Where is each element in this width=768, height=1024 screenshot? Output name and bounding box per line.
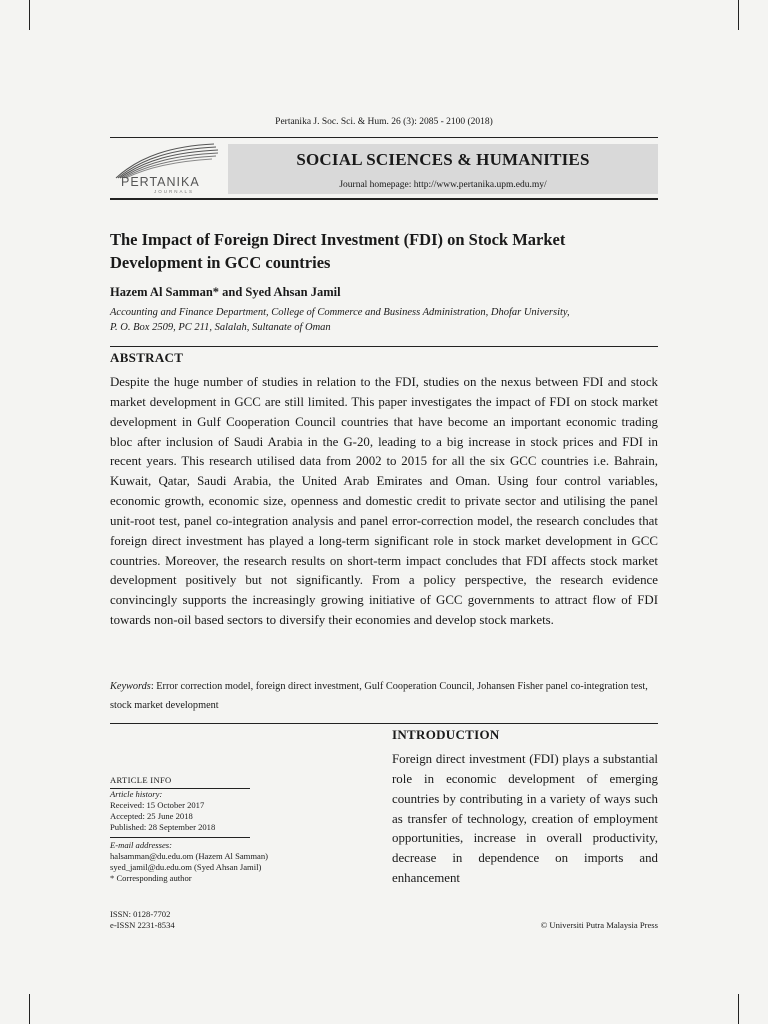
header-rule-bottom — [110, 198, 658, 200]
keywords-text: : Error correction model, foreign direct investment, Gulf Cooperation Council, Johansen Fisher panel co-integration test, stock market development — [110, 681, 648, 711]
header-rule-top — [110, 137, 658, 138]
abstract-heading: ABSTRACT — [110, 350, 184, 365]
keywords-label: Keywords — [110, 681, 151, 692]
paper-title-line: Development in GCC countries — [110, 253, 331, 272]
logo-name: PERTANIKA — [121, 175, 200, 189]
affiliation-line: P. O. Box 2509, PC 211, Salalah, Sultanate of Oman — [110, 322, 331, 333]
paper-title — [110, 228, 670, 274]
keywords — [110, 677, 670, 715]
crop-mark-top-left — [29, 0, 30, 30]
author-affiliation — [110, 305, 670, 335]
issn-block — [110, 909, 175, 930]
corresponding-author-note: * Corresponding author — [110, 873, 192, 883]
author-email[interactable]: halsamman@du.edu.om (Hazem Al Samman) — [110, 851, 269, 861]
abstract-rule — [110, 346, 658, 347]
paper-title-line: The Impact of Foreign Direct Investment (FDI) on Stock Market — [110, 230, 566, 249]
email-label: E-mail addresses: — [110, 840, 172, 850]
received-date: Received: 15 October 2017 — [110, 800, 205, 810]
crop-mark-top-right — [738, 0, 739, 30]
journal-homepage: Journal homepage: http://www.pertanika.upm.edu.my/ — [339, 180, 547, 190]
publisher-copyright: © Universiti Putra Malaysia Press — [540, 920, 658, 930]
journal-banner — [228, 144, 658, 194]
published-date: Published: 28 September 2018 — [110, 822, 216, 832]
issn: ISSN: 0128-7702 — [110, 909, 171, 919]
journal-section-title: SOCIAL SCIENCES & HUMANITIES — [296, 150, 590, 169]
pertanika-logo — [110, 142, 226, 196]
logo-subtitle: JOURNALS — [154, 189, 195, 194]
author-email[interactable]: syed_jamil@du.edu.om (Syed Ahsan Jamil) — [110, 862, 262, 872]
article-info-heading: ARTICLE INFO — [110, 775, 172, 785]
article-history-label: Article history: — [110, 789, 163, 799]
introduction-text: Foreign direct investment (FDI) plays a substantial role in economic development of emerging countries by contributing in a variety of ways such as transfer of technology, creation of employment opportunities, increase in overall productivity, decrease in dependence on imports and enhancement — [392, 752, 658, 886]
body-rule — [110, 723, 658, 724]
introduction-heading: INTRODUCTION — [392, 727, 500, 742]
journal-citation: Pertanika J. Soc. Sci. & Hum. 26 (3): 2085 - 2100 (2018) — [275, 117, 493, 127]
accepted-date: Accepted: 25 June 2018 — [110, 811, 193, 821]
crop-mark-bottom-left — [29, 994, 30, 1024]
abstract-text: Despite the huge number of studies in relation to the FDI, studies on the nexus between FDI and stock market development in GCC are still limited. This paper investigates the impact of FDI on stock market development in Gulf Cooperation Council countries that have become an important economic trading bloc after inclusion of Saudi Arabia in the G-20, leading to a big increase in stock prices and FDI in recent years. This research utilised data from 2002 to 2015 for all the six GCC countries i.e. Bahrain, Kuwait, Qatar, Saudi Arabia, the United Arab Emirates and Oman. Using four control variables, economic growth, economic size, openness and domestic credit to private sector and utilising the panel unit-root test, panel co-integration analysis and panel error-correction model, the research concludes that foreign direct investment has played a long-term significant role in stock market development in GCC countries. Moreover, the research results on short-term impact concludes that FDI affects stock market development positively but not significantly. From a policy perspective, the research evidence convincingly supports the increasingly growing initiative of GCC governments to attract flow of FDI towards non-oil based sectors to diversify their economies and develop stock markets. — [110, 375, 658, 628]
crop-mark-bottom-right — [738, 994, 739, 1024]
eissn: e-ISSN 2231-8534 — [110, 919, 175, 930]
affiliation-line: Accounting and Finance Department, College of Commerce and Business Administration, Dhofar University, — [110, 307, 570, 318]
author-list: Hazem Al Samman* and Syed Ahsan Jamil — [110, 285, 341, 299]
article-info-rule — [110, 837, 250, 838]
